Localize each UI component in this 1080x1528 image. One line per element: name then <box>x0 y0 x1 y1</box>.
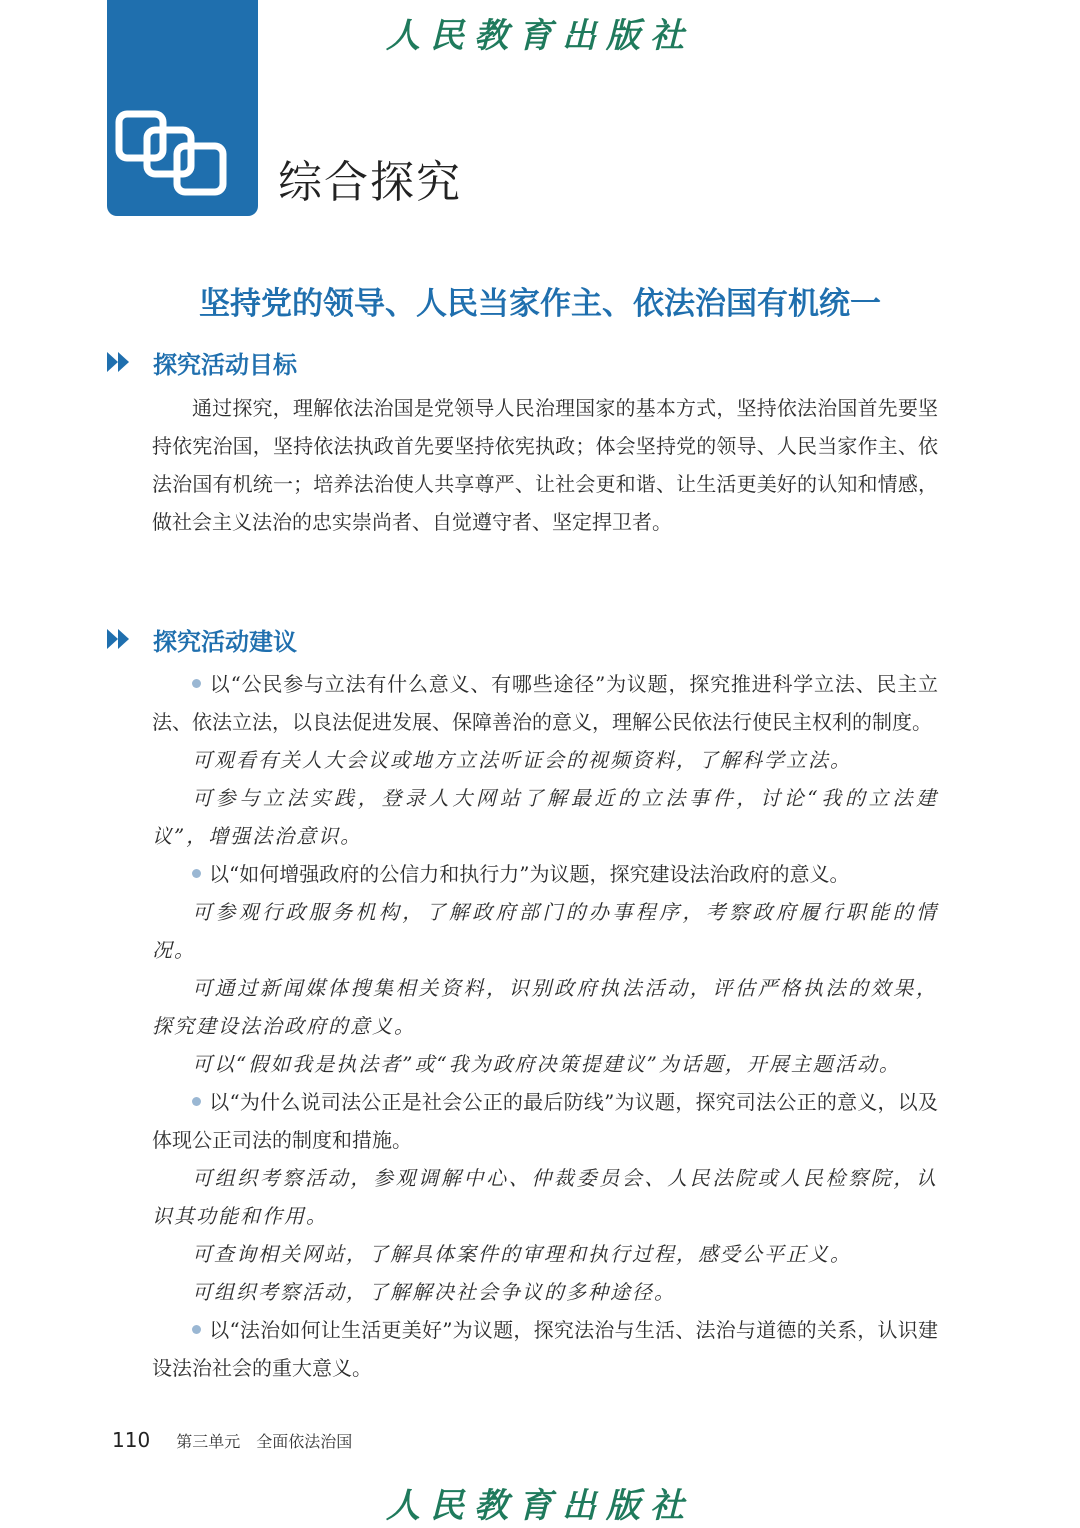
goals-paragraph: 通过探究，理解依法治国是党领导人民治理国家的基本方式，坚持依法治国首先要坚持依宪治国，坚持依法执政首先要坚持依宪执政；体会坚持党的领导、人民当家作主、依法治国有机统一；培养法治使人共享尊严、让社会更和谐、让生活更美好的认知和情感，做社会主义法治的忠实崇尚者、自觉遵守者、坚定捍卫者。 <box>152 396 938 534</box>
activity-suggestion: 可以“假如我是执法者”或“我为政府决策提建议”为话题，开展主题活动。 <box>192 1052 901 1076</box>
double-arrow-icon <box>107 627 133 651</box>
section-heading-label: 探究活动建议 <box>153 627 297 656</box>
bullet-dot-icon <box>192 679 201 688</box>
bullet-dot-icon <box>192 869 201 878</box>
section-heading-goals <box>107 344 297 380</box>
activity-suggestion: 可参观行政服务机构，了解政府部门的办事程序，考察政府履行职能的情况。 <box>152 900 938 962</box>
section-heading-suggestions <box>107 621 297 657</box>
topic-bullet: 以“法治如何让生活更美好”为议题，探究法治与生活、法治与道德的关系，认识建设法治社会的重大意义。 <box>152 1318 938 1380</box>
activity-suggestion: 可查询相关网站，了解具体案件的审理和执行过程，感受公平正义。 <box>192 1242 852 1266</box>
running-footer: 第三单元 全面依法治国 <box>176 1432 353 1451</box>
activity-suggestion: 可组织考察活动，参观调解中心、仲裁委员会、人民法院或人民检察院，认识其功能和作用。 <box>152 1166 938 1228</box>
publisher-watermark-top: 人民教育出版社 <box>386 16 694 56</box>
topic-bullet: 以“公民参与立法有什么意义、有哪些途径”为议题，探究推进科学立法、民主立法、依法立法，以良法促进发展、保障善治的意义，理解公民依法行使民主权利的制度。 <box>152 672 938 734</box>
linked-squares-icon <box>113 108 239 204</box>
activity-suggestion: 可组织考察活动，了解解决社会争议的多种途径。 <box>192 1280 676 1304</box>
chapter-title: 综合探究 <box>278 157 462 208</box>
suggestions-body <box>152 665 938 1387</box>
activity-suggestion: 可参与立法实践，登录人大网站了解最近的立法事件，讨论“我的立法建议”，增强法治意识。 <box>152 786 938 848</box>
activity-suggestion: 可通过新闻媒体搜集相关资料，识别政府执法活动，评估严格执法的效果，探究建设法治政府的意义。 <box>152 976 938 1038</box>
double-arrow-icon <box>107 350 133 374</box>
bullet-dot-icon <box>192 1097 201 1106</box>
page-number: 110 <box>112 1428 151 1452</box>
page-title: 坚持党的领导、人民当家作主、依法治国有机统一 <box>199 286 881 322</box>
section-heading-label: 探究活动目标 <box>153 350 297 379</box>
activity-suggestion: 可观看有关人大会议或地方立法听证会的视频资料，了解科学立法。 <box>192 748 852 772</box>
publisher-watermark-bottom: 人民教育出版社 <box>386 1486 694 1526</box>
chapter-badge <box>107 0 258 216</box>
topic-bullet: 以“为什么说司法公正是社会公正的最后防线”为议题，探究司法公正的意义，以及体现公正司法的制度和措施。 <box>152 1090 938 1152</box>
bullet-dot-icon <box>192 1325 201 1334</box>
goals-body <box>152 389 938 541</box>
page-footer <box>112 1428 352 1452</box>
topic-bullet: 以“如何增强政府的公信力和执行力”为议题，探究建设法治政府的意义。 <box>152 855 938 893</box>
